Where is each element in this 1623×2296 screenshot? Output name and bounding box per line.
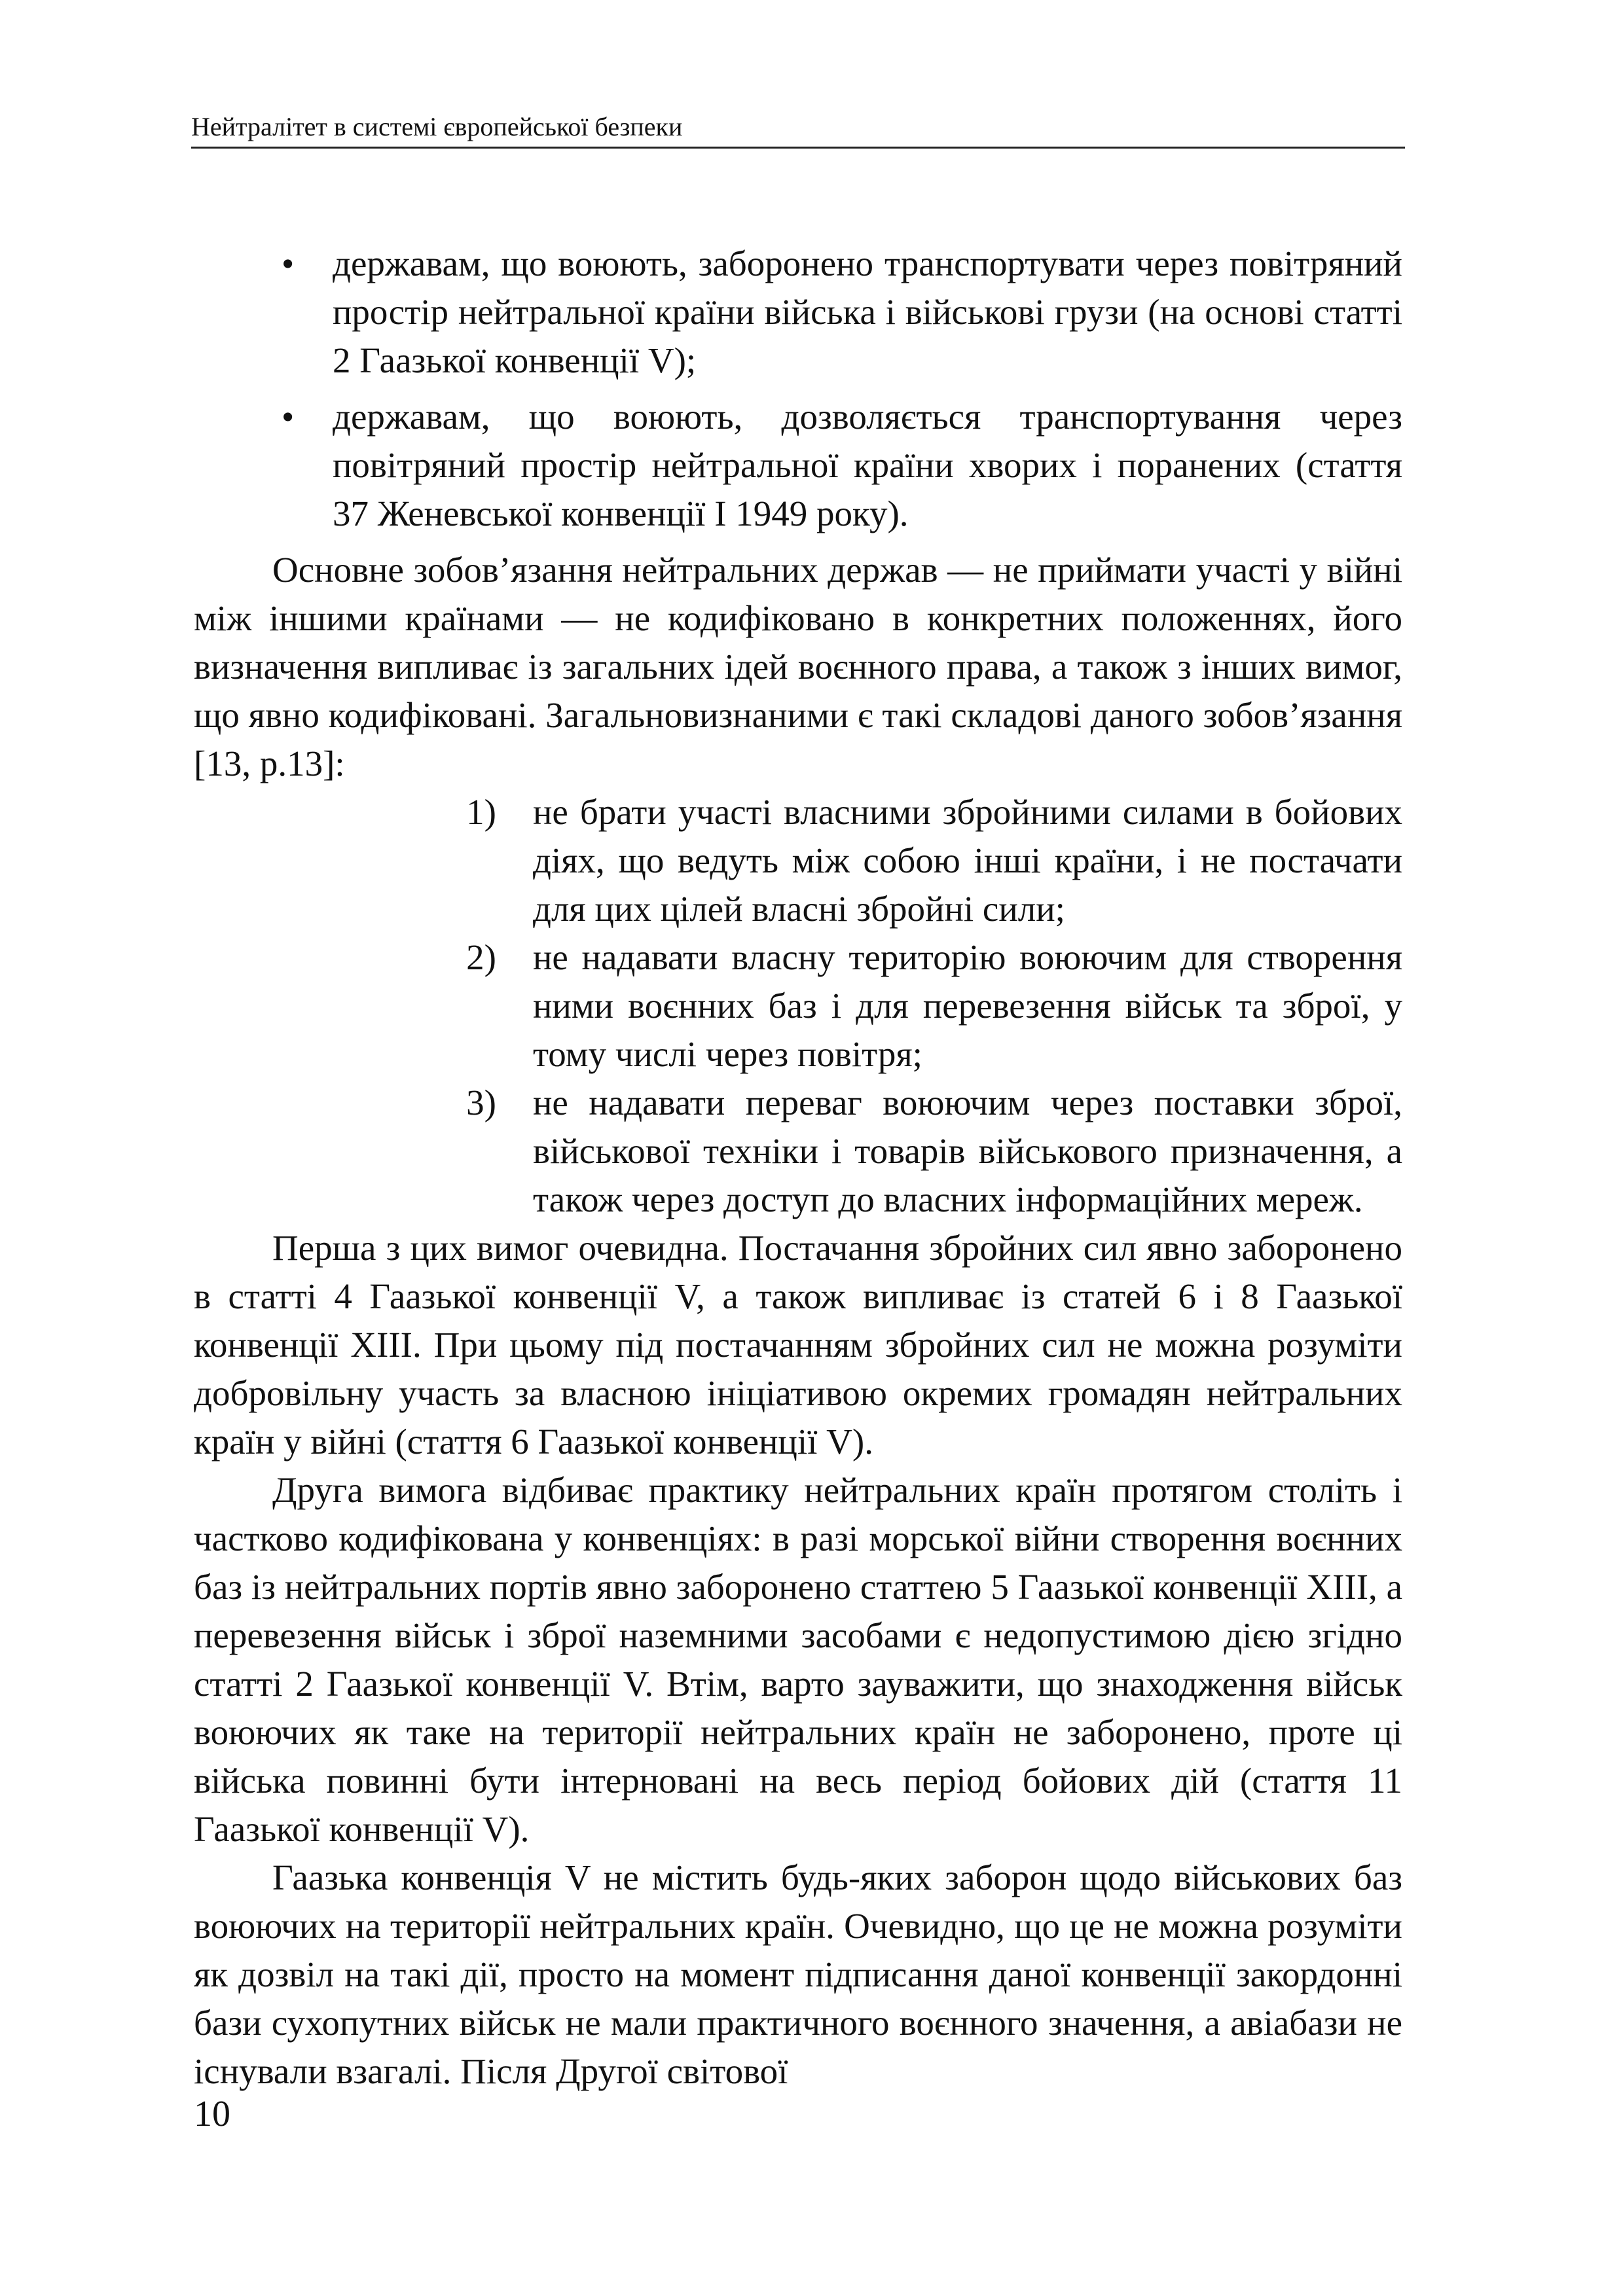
item-text: не надавати переваг воюючим через поставки зброї, військової техніки і товарів військового призначення, а також через доступ до власних інформаційних мереж. — [533, 1083, 1402, 1219]
numbered-item — [437, 788, 1402, 933]
page-number: 10 — [194, 2094, 230, 2134]
paragraph: Перша з цих вимог очевидна. Постачання збройних сил явно заборонено в статті 4 Гаазької конвенції V, а також випливає із статей 6 і 8 Гаазької конвенції XIII. При цьому під постачанням збройних сил не можна розуміти добровільну участь за власною ініціативою окремих громадян нейтральних країн у війні (стаття 6 Гаазької конвенції V). — [194, 1228, 1402, 1462]
item-text: не брати участі власними збройними силами в бойових діях, що ведуть між собою інші країни, і не постачати для цих цілей власні збройні сили; — [533, 792, 1402, 929]
bullet-text: державам, що воюють, дозволяється транспортування через повітряний простір нейтральної країни хворих і поранених (стаття 37 Женевської конвенції I 1949 року). — [333, 397, 1402, 533]
page-body — [194, 240, 1402, 2096]
item-text: не надавати власну територію воюючим для створення ними воєнних баз і для перевезення військ та зброї, у тому числі через повітря; — [533, 937, 1402, 1074]
item-number: 2) — [466, 937, 496, 977]
paragraph: Друга вимога відбиває практику нейтральних країн протягом століть і частково кодифікована у конвенціях: в разі морської війни створення воєнних баз із нейтральних портів явно заборонено статтею 5 Гаазької конвенції XIII, а перевезення військ і зброї наземними засобами є недопустимою дією згідно статті 2 Гаазької конвенції V. Втім, варто зауважити, що знаходження військ воюючих як таке на території нейтральних країн не заборонено, проте ці війська повинні бути інтерновані на весь період бойових дій (стаття 11 Гаазької конвенції V). — [194, 1470, 1402, 1849]
item-number: 3) — [466, 1083, 496, 1122]
bullet-item — [194, 240, 1402, 385]
item-number: 1) — [466, 792, 496, 832]
bullet-text: державам, що воюють, заборонено транспортувати через повітряний простір нейтральної країни війська і військові грузи (на основі статті 2 Гаазької конвенції V); — [333, 243, 1402, 380]
numbered-item — [437, 1079, 1402, 1224]
bullet-icon: • — [282, 397, 295, 437]
bullet-item — [194, 393, 1402, 538]
header-title: Нейтралітет в системі європейської безпеки — [191, 112, 683, 141]
running-header — [191, 110, 1405, 149]
numbered-item — [437, 933, 1402, 1079]
bullet-icon: • — [282, 243, 295, 283]
numbered-list — [437, 788, 1402, 1224]
paragraph: Гаазька конвенція V не містить будь-яких заборон щодо військових баз воюючих на території нейтральних країн. Очевидно, що це не можна розуміти як дозвіл на такі дії, просто на момент підписання даної конвенції закордонні бази сухопутних військ не мали практичного воєнного значення, а авіабази не існували взагалі. Після Другої світової — [194, 1857, 1402, 2091]
bullet-list — [194, 240, 1402, 538]
paragraph: Основне зобов’язання нейтральних держав — не приймати участі у війні між іншими країнами — не кодифіковано в конкретних положеннях, його визначення випливає із загальних ідей воєнного права, а також з інших вимог, що явно кодифіковані. Загальновизнаними є такі складові даного зобов’язання [13, p.13]: — [194, 550, 1402, 783]
